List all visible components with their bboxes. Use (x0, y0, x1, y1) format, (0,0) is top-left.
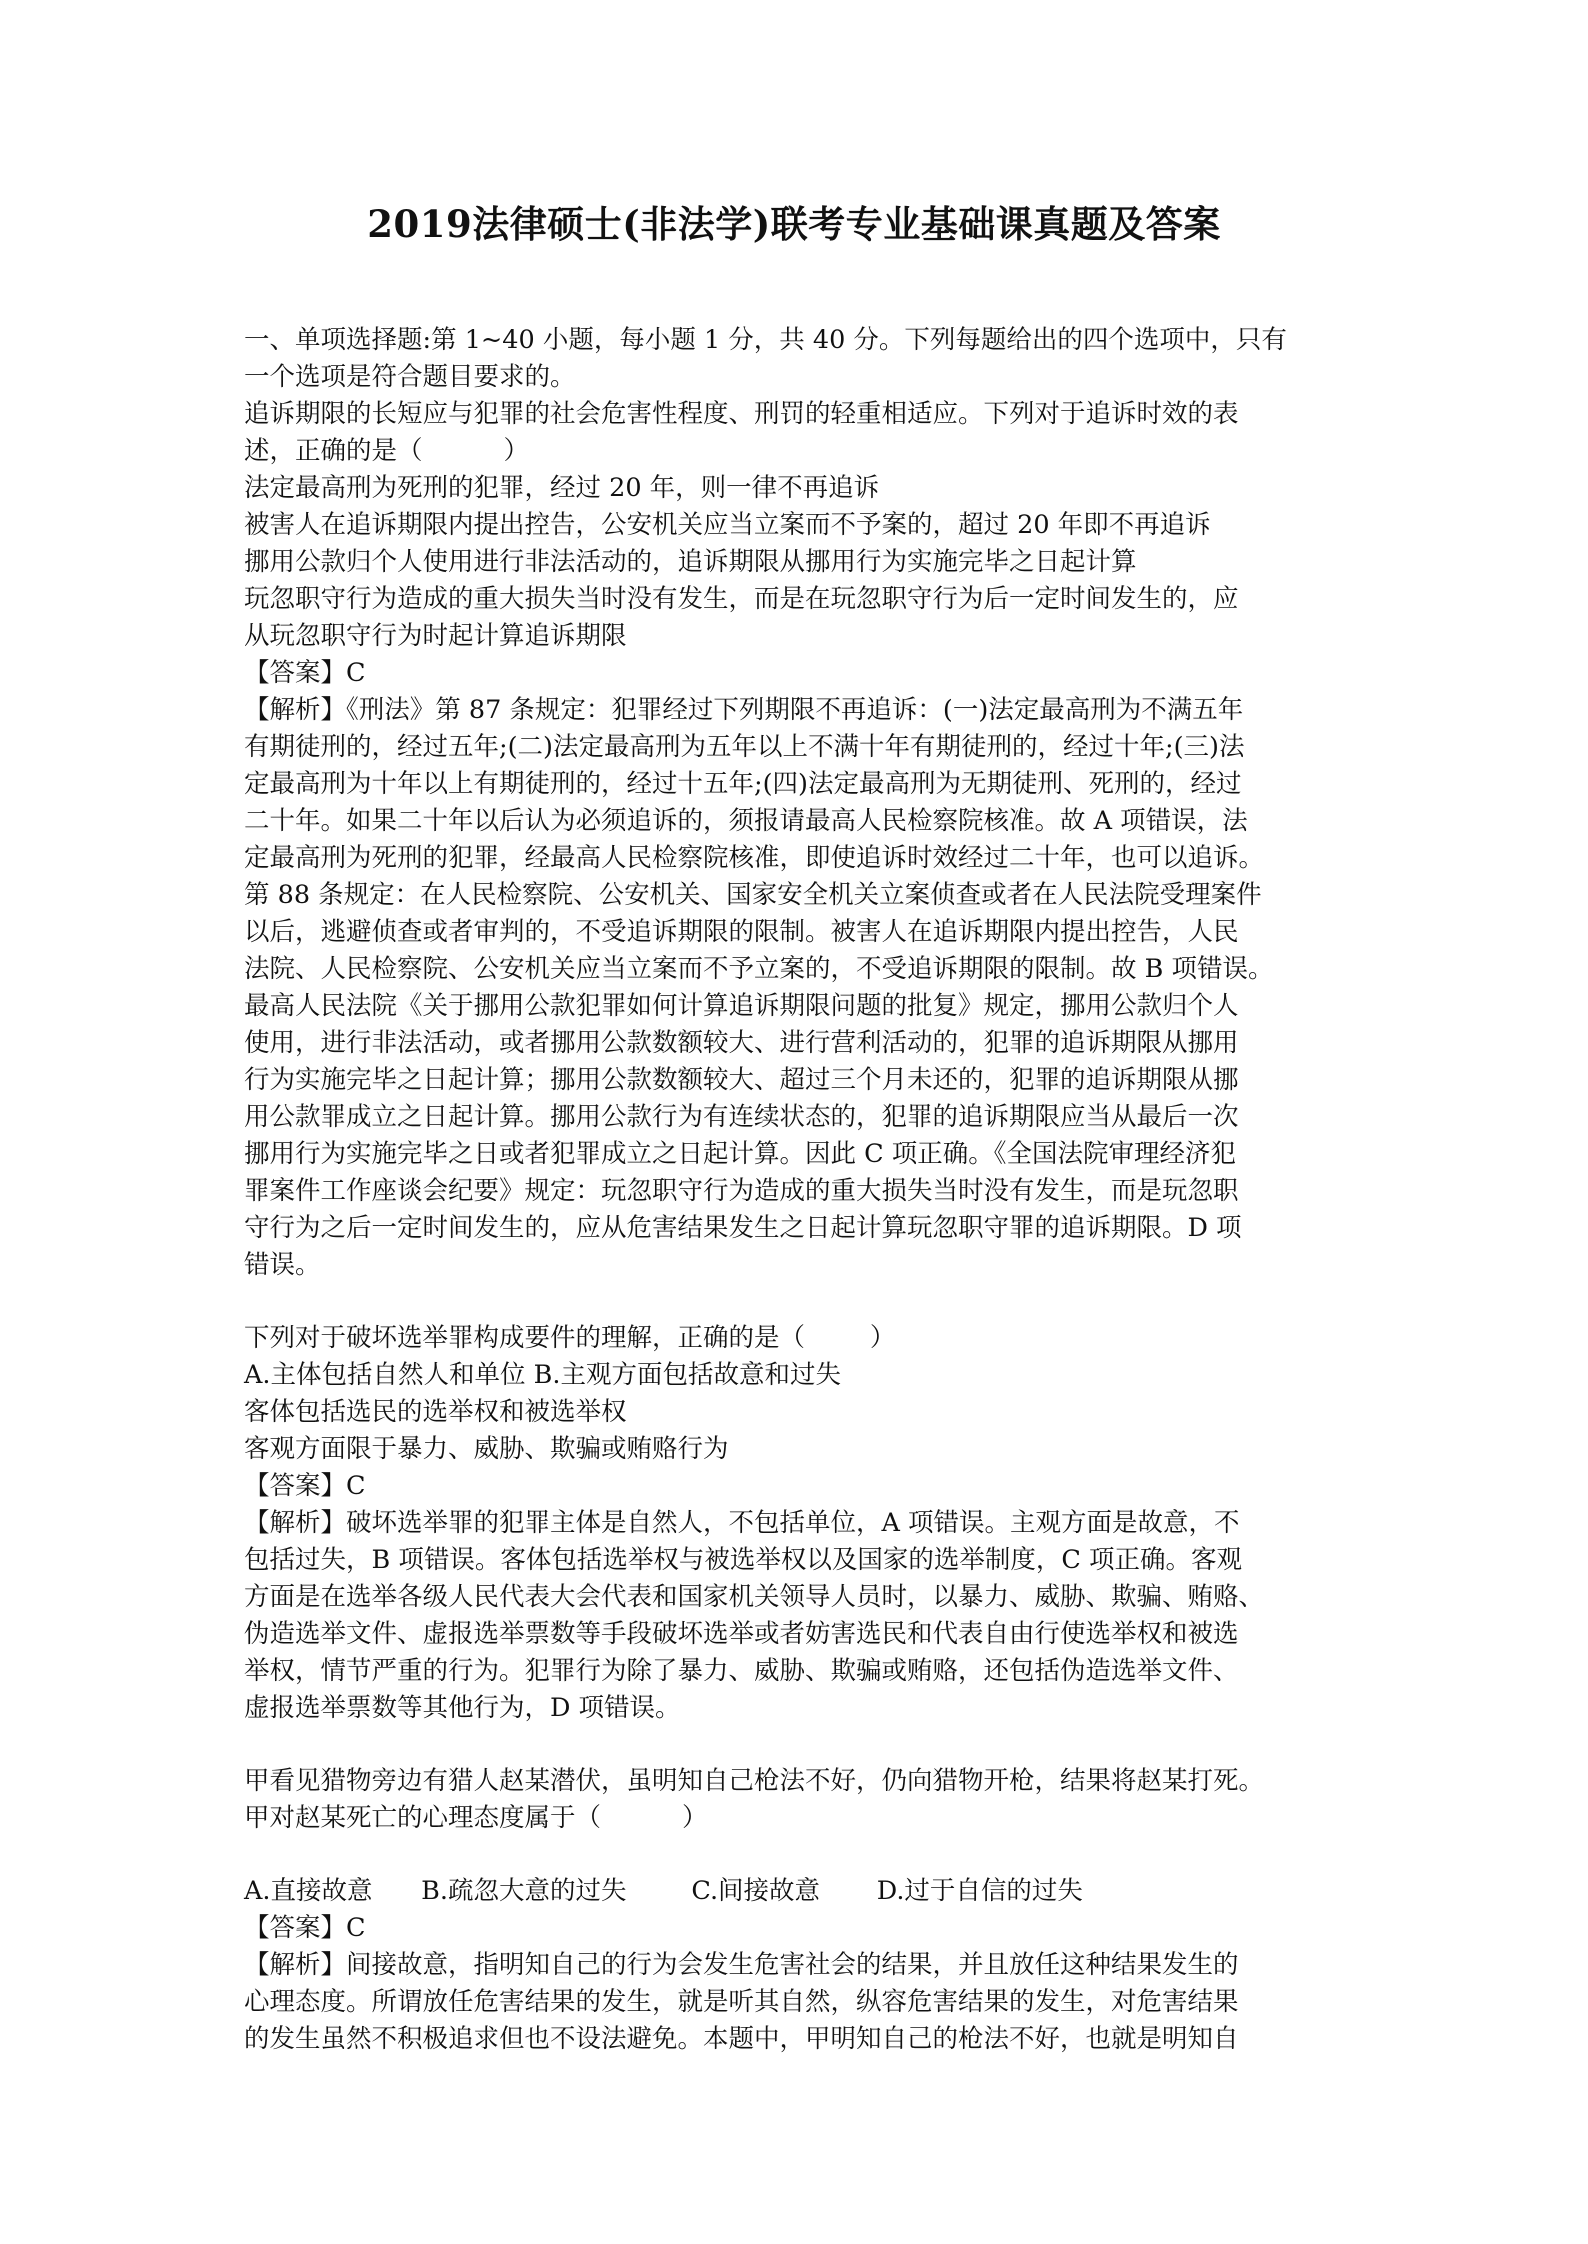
question-stem-line: 甲对赵某死亡的心理态度属于（ ） (244, 1803, 708, 1833)
document-body (244, 322, 1362, 2058)
analysis-line: 使用，进行非法活动，或者挪用公款数额较大、进行营利活动的，犯罪的追诉期限从挪用 (244, 1028, 1239, 1058)
analysis-line: 【解析】间接故意，指明知自己的行为会发生危害社会的结果，并且放任这种结果发生的 (244, 1950, 1239, 1980)
analysis-line: 错误。 (244, 1250, 321, 1280)
analysis-line: 定最高刑为死刑的犯罪，经最高人民检察院核准，即使追诉时效经过二十年，也可以追诉。 (244, 843, 1265, 873)
analysis-line: 以后，逃避侦查或者审判的，不受追诉期限的限制。被害人在追诉期限内提出控告，人民 (244, 917, 1239, 947)
question-stem-line: 甲看见猎物旁边有猎人赵某潜伏，虽明知自己枪法不好，仍向猎物开枪，结果将赵某打死。 (244, 1766, 1265, 1796)
analysis-line: 挪用行为实施完毕之日或者犯罪成立之日起计算。因此 C 项正确。《全国法院审理经济犯 (244, 1139, 1236, 1169)
option-line: 客体包括选民的选举权和被选举权 (244, 1397, 627, 1427)
option-line: 客观方面限于暴力、威胁、欺骗或贿赂行为 (244, 1434, 729, 1464)
document-title: 2019法律硕士(非法学)联考专业基础课真题及答案 (367, 202, 1221, 246)
section-heading-line: 一个选项是符合题目要求的。 (244, 362, 576, 392)
question-stem-line: 述，正确的是（ ） (244, 436, 530, 466)
analysis-line: 行为实施完毕之日起计算；挪用公款数额较大、超过三个月未还的，犯罪的追诉期限从挪 (244, 1065, 1239, 1095)
analysis-line: 定最高刑为十年以上有期徒刑的，经过十五年;(四)法定最高刑为无期徒刑、死刑的，经过 (244, 769, 1242, 799)
analysis-line: 罪案件工作座谈会纪要》规定：玩忽职守行为造成的重大损失当时没有发生，而是玩忽职 (244, 1176, 1239, 1206)
analysis-line: 法院、人民检察院、公安机关应当立案而不予立案的，不受追诉期限的限制。故 B 项错误。 (244, 954, 1274, 984)
analysis-line: 二十年。如果二十年以后认为必须追诉的，须报请最高人民检察院核准。故 A 项错误，法 (244, 806, 1248, 836)
question-3 (244, 1763, 1362, 2058)
question-2 (244, 1320, 1362, 1727)
section-heading-line: 一、单项选择题:第 1~40 小题，每小题 1 分，共 40 分。下列每题给出的四个选项中，只有 (244, 325, 1287, 355)
analysis-line: 方面是在选举各级人民代表大会代表和国家机关领导人员时，以暴力、威胁、欺骗、贿赂、 (244, 1582, 1265, 1612)
section-heading (244, 322, 1362, 396)
question-stem-line: 下列对于破坏选举罪构成要件的理解，正确的是（ ） (244, 1323, 896, 1353)
option-line: 从玩忽职守行为时起计算追诉期限 (244, 621, 627, 651)
option-line: 玩忽职守行为造成的重大损失当时没有发生，而是在玩忽职守行为后一定时间发生的，应 (244, 584, 1239, 614)
analysis-line: 【解析】《刑法》第 87 条规定：犯罪经过下列期限不再追诉：(一)法定最高刑为不满五年 (244, 695, 1244, 725)
option-line: 挪用公款归个人使用进行非法活动的，追诉期限从挪用行为实施完毕之日起计算 (244, 547, 1137, 577)
analysis-line: 【解析】破坏选举罪的犯罪主体是自然人，不包括单位，A 项错误。主观方面是故意，不 (244, 1508, 1240, 1538)
answer-line: 【答案】C (244, 1913, 366, 1943)
option-line: A.主体包括自然人和单位 B.主观方面包括故意和过失 (244, 1360, 841, 1390)
analysis-line: 的发生虽然不积极追求但也不设法避免。本题中，甲明知自己的枪法不好，也就是明知自 (244, 2024, 1239, 2054)
paragraph-gap (244, 1837, 1362, 1873)
analysis-line: 有期徒刑的，经过五年;(二)法定最高刑为五年以上不满十年有期徒刑的，经过十年;(三)法 (244, 732, 1245, 762)
analysis-line: 最高人民法院《关于挪用公款犯罪如何计算追诉期限问题的批复》规定，挪用公款归个人 (244, 991, 1239, 1021)
question-1 (244, 396, 1362, 1284)
analysis-line: 伪造选举文件、虚报选举票数等手段破坏选举或者妨害选民和代表自由行使选举权和被选 (244, 1619, 1239, 1649)
paragraph-gap (244, 1284, 1362, 1320)
analysis-line: 守行为之后一定时间发生的，应从危害结果发生之日起计算玩忽职守罪的追诉期限。D 项 (244, 1213, 1242, 1243)
option-line: A.直接故意 B.疏忽大意的过失 C.间接故意 D.过于自信的过失 (244, 1876, 1083, 1906)
option-line: 法定最高刑为死刑的犯罪，经过 20 年，则一律不再追诉 (244, 473, 880, 503)
paragraph-gap (244, 1727, 1362, 1763)
analysis-line: 虚报选举票数等其他行为，D 项错误。 (244, 1693, 681, 1723)
option-line: 被害人在追诉期限内提出控告，公安机关应当立案而不予案的，超过 20 年即不再追诉 (244, 510, 1211, 540)
answer-line: 【答案】C (244, 658, 366, 688)
analysis-line: 心理态度。所谓放任危害结果的发生，就是听其自然，纵容危害结果的发生，对危害结果 (244, 1987, 1239, 2017)
analysis-line: 用公款罪成立之日起计算。挪用公款行为有连续状态的，犯罪的追诉期限应当从最后一次 (244, 1102, 1239, 1132)
answer-line: 【答案】C (244, 1471, 366, 1501)
analysis-line: 第 88 条规定：在人民检察院、公安机关、国家安全机关立案侦查或者在人民法院受理案件 (244, 880, 1262, 910)
analysis-line: 举权，情节严重的行为。犯罪行为除了暴力、威胁、欺骗或贿赂，还包括伪造选举文件、 (244, 1656, 1239, 1686)
analysis-line: 包括过失，B 项错误。客体包括选举权与被选举权以及国家的选举制度，C 项正确。客观 (244, 1545, 1242, 1575)
question-stem-line: 追诉期限的长短应与犯罪的社会危害性程度、刑罚的轻重相适应。下列对于追诉时效的表 (244, 399, 1239, 429)
